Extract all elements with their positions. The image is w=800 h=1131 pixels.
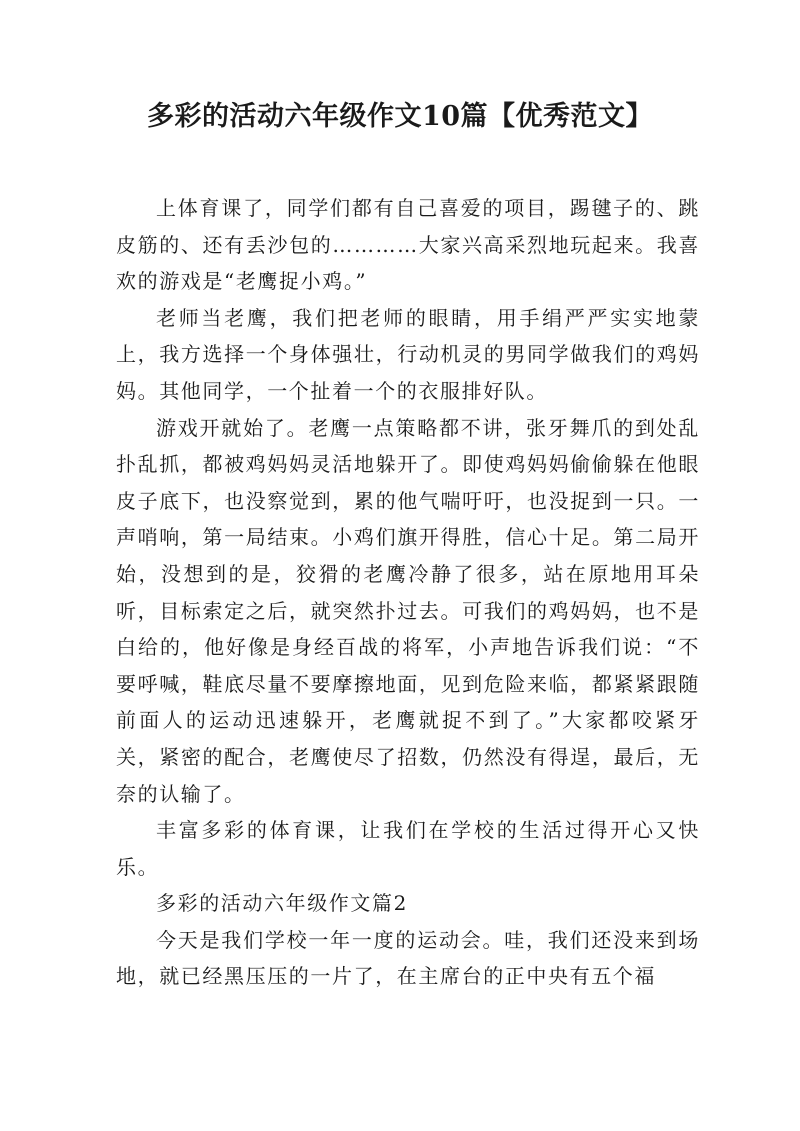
paragraph: 游戏开就始了。老鹰一点策略都不讲，张牙舞爪的到处乱扑乱抓，都被鸡妈妈灵活地躲开了。即使鸡妈妈偷偷躲在他眼皮子底下，也没察觉到，累的他气喘吁吁，也没捉到一只。一声哨响，第一局结束。小鸡们旗开得胜，信心十足。第二局开始，没想到的是，狡猾的老鹰冷静了很多，站在原地用耳朵听，目标索定之后，就突然扑过去。可我们的鸡妈妈，也不是白给的，他好像是身经百战的将军，小声地告诉我们说：“不要呼喊，鞋底尽量不要摩擦地面，见到危险来临，都紧紧跟随前面人的运动迅速躲开，老鹰就捉不到了。”大家都咬紧牙关，紧密的配合，老鹰使尽了招数，仍然没有得逞，最后，无奈的认输了。 — [116, 415, 700, 806]
paragraph: 今天是我们学校一年一度的运动会。哇，我们还没来到场地，就已经黑压压的一片了，在主席台的正中央有五个福 — [116, 927, 700, 989]
paragraph: 上体育课了，同学们都有自己喜爱的项目，踢毽子的、跳皮筋的、还有丢沙包的…………大家兴高采烈地玩起来。我喜欢的游戏是“老鹰捉小鸡。” — [116, 196, 700, 294]
document-body — [116, 190, 700, 995]
section-heading: 多彩的活动六年级作文篇2 — [156, 891, 408, 916]
document-title: 多彩的活动六年级作文10篇【优秀范文】 — [146, 101, 654, 132]
paragraph: 老师当老鹰，我们把老师的眼睛，用手绢严严实实地蒙上，我方选择一个身体强壮，行动机灵的男同学做我们的鸡妈妈。其他同学，一个扯着一个的衣服排好队。 — [116, 305, 700, 403]
paragraph: 丰富多彩的体育课，让我们在学校的生活过得开心又快乐。 — [116, 818, 700, 879]
